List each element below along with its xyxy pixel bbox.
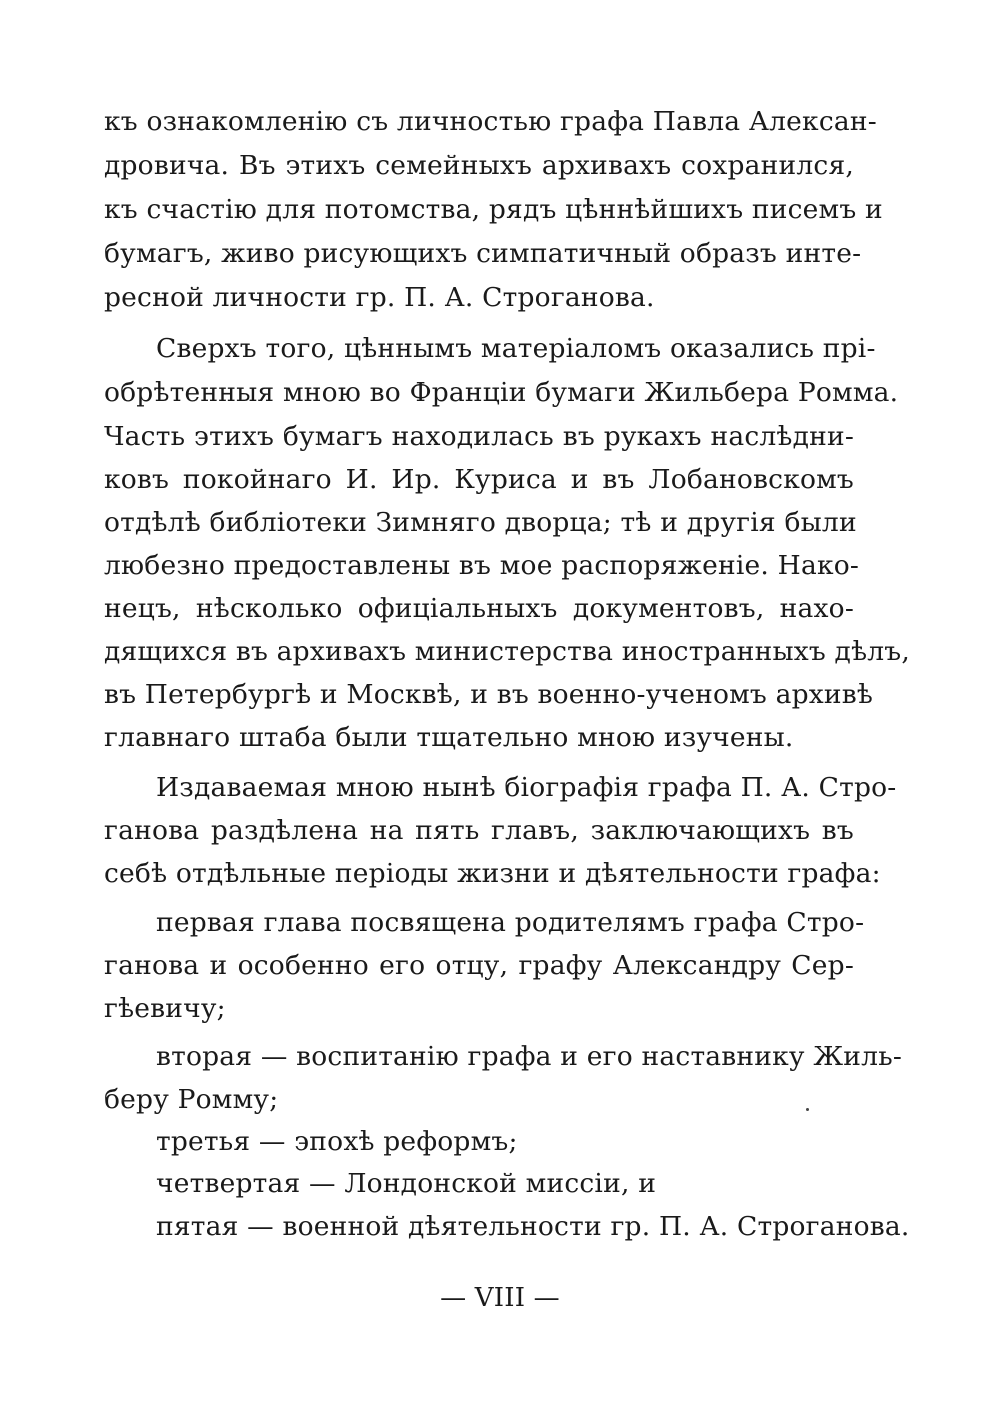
page-number: — VIII — — [440, 1283, 560, 1313]
paragraph-2-line-6: любезно предоставлены въ мое распоряженіе. Нако- — [104, 550, 860, 581]
paragraph-1-line-5: ресной личности гр. П. А. Строганова. — [104, 282, 655, 313]
paragraph-3-line-1: Издаваемая мною нынѣ біографія графа П. А. Стро- — [156, 772, 897, 803]
chapter-3: третья — эпохѣ реформъ; — [156, 1126, 518, 1157]
paragraph-2-line-9: въ Петербургѣ и Москвѣ, и въ военно-ученомъ архивѣ — [104, 679, 874, 710]
paragraph-1-line-4: бумагъ, живо рисующихъ симпатичный образъ инте- — [104, 238, 862, 269]
chapter-4: четвертая — Лондонской миссіи, и — [156, 1168, 657, 1199]
paragraph-1-line-3: къ счастію для потомства, рядъ цѣннѣйшихъ писемъ и — [104, 194, 883, 225]
paragraph-2-line-1: Сверхъ того, цѣннымъ матеріаломъ оказались прі- — [156, 333, 876, 364]
paragraph-1-line-2: дровича. Въ этихъ семейныхъ архивахъ сохранился, — [104, 150, 854, 181]
chapter-1-line-2: ганова и особенно его отцу, графу Александру Сер- — [104, 950, 854, 981]
paragraph-2-line-4: ковъ покойнаго И. Ир. Куриса и въ Лобановскомъ — [104, 464, 854, 495]
chapter-2-line-2: беру Ромму; — [104, 1084, 279, 1115]
paragraph-3-line-3: себѣ отдѣльные періоды жизни и дѣятельности графа: — [104, 858, 881, 889]
chapter-2-line-1: вторая — воспитанію графа и его наставнику Жиль- — [156, 1041, 902, 1072]
paragraph-2-line-5: отдѣлѣ библіотеки Зимняго дворца; тѣ и другія были — [104, 507, 857, 538]
paragraph-1-line-1: къ ознакомленію съ личностью графа Павла Алексан- — [104, 106, 877, 137]
paragraph-3-line-2: ганова раздѣлена на пять главъ, заключающихъ въ — [104, 815, 854, 846]
chapter-1-line-3: гѣевичу; — [104, 993, 226, 1024]
ink-speck — [806, 1108, 809, 1111]
paragraph-2-line-7: нецъ, нѣсколько офиціальныхъ документовъ, нахо- — [104, 593, 854, 624]
paragraph-2-line-2: обрѣтенныя мною во Франціи бумаги Жильбера Ромма. — [104, 377, 899, 408]
paragraph-2-line-8: дящихся въ архивахъ министерства иностранныхъ дѣлъ, — [104, 636, 910, 667]
chapter-5: пятая — военной дѣятельности гр. П. А. Строганова. — [156, 1211, 910, 1242]
paragraph-2-line-10: главнаго штаба были тщательно мною изучены. — [104, 722, 794, 753]
paragraph-2-line-3: Часть этихъ бумагъ находилась въ рукахъ наслѣдни- — [104, 421, 854, 452]
chapter-1-line-1: первая глава посвящена родителямъ графа Стро- — [156, 907, 865, 938]
